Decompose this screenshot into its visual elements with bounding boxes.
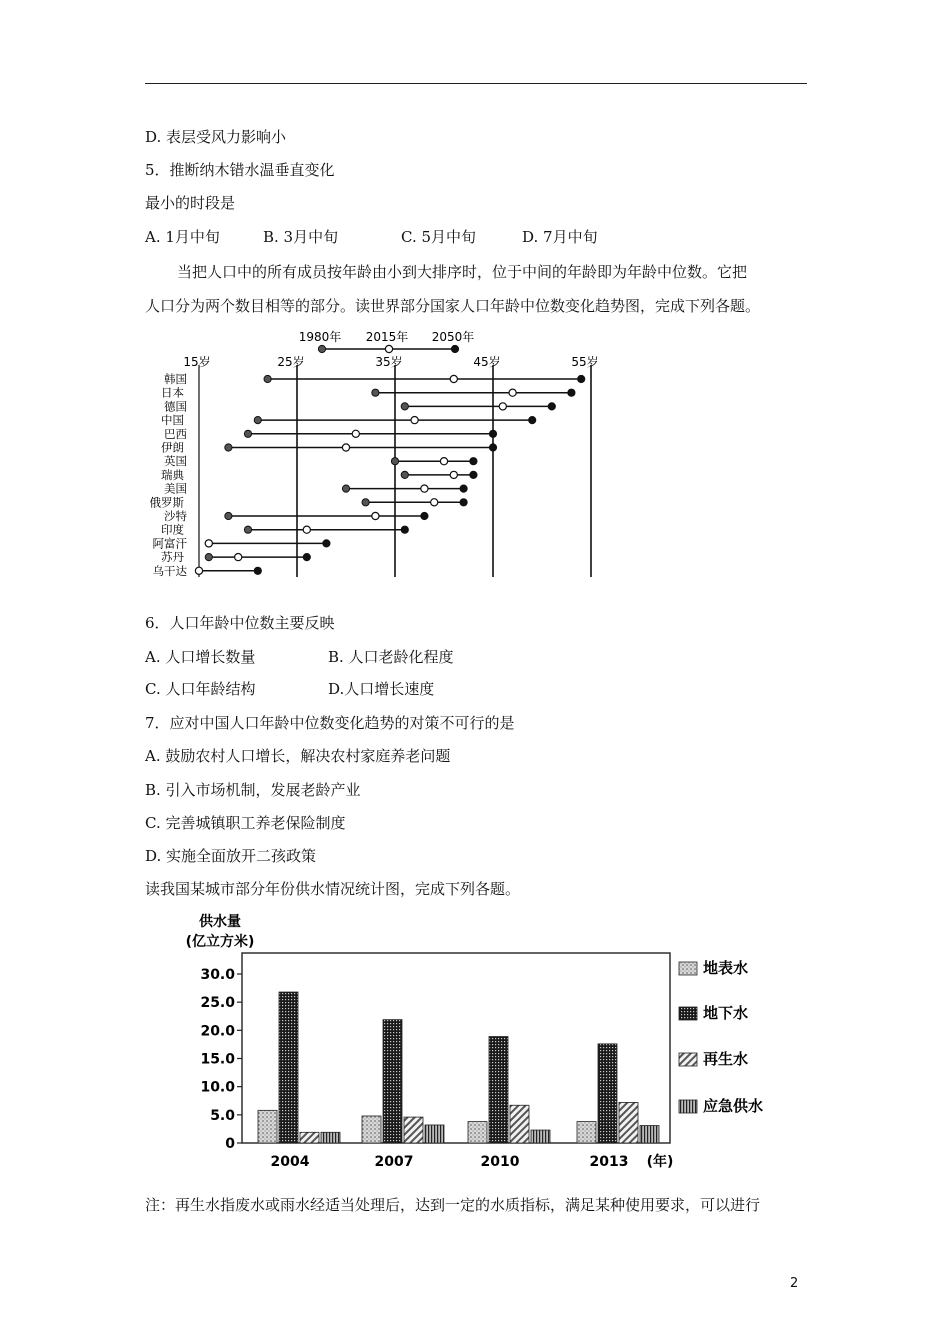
country-label: 沙特 <box>164 509 187 523</box>
dot-2050 <box>529 417 536 424</box>
dot-2015 <box>421 485 428 492</box>
ytick-label: 25.0 <box>200 995 235 1012</box>
legend-label-0: 1980年 <box>298 330 342 344</box>
legend-label: 再生水 <box>703 1050 749 1068</box>
legend-item <box>679 1004 748 1022</box>
country-row <box>164 399 555 413</box>
ytick-label: 15.0 <box>200 1051 235 1068</box>
dot-2050 <box>489 430 496 437</box>
legend-item <box>679 1050 748 1068</box>
dot-2015 <box>235 554 242 561</box>
water-supply-chart <box>170 908 790 1178</box>
dot-2015 <box>431 499 438 506</box>
country-row <box>164 427 497 441</box>
bar-3 <box>425 1125 444 1143</box>
q5-option-d: D. 7月中旬 <box>522 228 598 246</box>
tick-label-55: 55岁 <box>571 355 599 369</box>
category-label: 2010 <box>480 1154 520 1170</box>
bar-group <box>468 1037 550 1143</box>
country-row <box>153 564 262 578</box>
country-row <box>164 454 477 468</box>
country-row <box>161 441 497 455</box>
bar-1 <box>489 1037 508 1143</box>
dot-1980 <box>391 458 398 465</box>
dot-2050 <box>421 512 428 519</box>
bar-group <box>362 1020 444 1143</box>
bar-0 <box>577 1122 596 1143</box>
legend-dot-2050 <box>451 345 458 352</box>
category-label: 2004 <box>270 1154 310 1170</box>
country-label: 印度 <box>161 522 184 537</box>
legend-swatch <box>679 962 697 975</box>
q5-stem: 5．推断纳木错水温垂直变化 <box>145 161 335 179</box>
para-median-2: 人口分为两个数目相等的部分。读世界部分国家人口年龄中位数变化趋势图，完成下列各题。 <box>145 297 761 315</box>
country-label: 德国 <box>164 399 187 414</box>
q5-option-c: C. 5月中旬 <box>401 228 477 246</box>
bar-1 <box>598 1044 617 1143</box>
country-row <box>161 468 477 482</box>
para-median-1: 当把人口中的所有成员按年龄由小到大排序时，位于中间的年龄即为年龄中位数。它把 <box>177 263 748 281</box>
dot-2015 <box>450 375 457 382</box>
tick-label-15: 15岁 <box>183 355 211 369</box>
dot-2050 <box>568 389 575 396</box>
q6-option-c: C. 人口年龄结构 <box>145 680 256 698</box>
q4-option-d: D. 表层受风力影响小 <box>145 128 287 146</box>
legend-label: 地表水 <box>703 959 749 977</box>
dot-1980 <box>362 499 369 506</box>
dot-2050 <box>460 485 467 492</box>
legend-dot-1980 <box>318 345 325 352</box>
dot-2015 <box>440 458 447 465</box>
country-row <box>164 482 467 496</box>
dot-2015 <box>499 403 506 410</box>
q6-option-b: B. 人口老龄化程度 <box>328 648 454 666</box>
dot-2050 <box>401 526 408 533</box>
country-label: 中国 <box>161 413 184 428</box>
dot-1980 <box>244 526 251 533</box>
tick-label-35: 35岁 <box>375 355 403 369</box>
dot-1980 <box>401 403 408 410</box>
dot-1980 <box>372 389 379 396</box>
dot-2050 <box>470 458 477 465</box>
bar-2 <box>619 1102 638 1143</box>
legend-label-2: 2050年 <box>431 330 475 344</box>
country-row <box>164 372 585 386</box>
bar-2 <box>510 1105 529 1143</box>
dot-2050 <box>489 444 496 451</box>
dot-2050 <box>470 471 477 478</box>
dot-2050 <box>548 403 555 410</box>
tick-label-45: 45岁 <box>473 355 501 369</box>
bar-0 <box>362 1116 381 1143</box>
dot-2015 <box>450 471 457 478</box>
country-label: 韩国 <box>164 372 187 386</box>
country-row <box>161 523 408 537</box>
q5-option-b: B. 3月中旬 <box>263 228 339 246</box>
legend-item <box>679 1097 763 1115</box>
legend-item <box>679 959 748 977</box>
ytick-label: 5.0 <box>210 1107 235 1124</box>
dot-2015 <box>205 540 212 547</box>
dot-1980 <box>225 444 232 451</box>
country-label: 瑞典 <box>161 467 184 482</box>
ytick-label: 10.0 <box>200 1079 235 1096</box>
legend-dot-2015 <box>385 345 392 352</box>
dot-2015 <box>352 430 359 437</box>
bar-0 <box>258 1110 277 1143</box>
legend-label: 地下水 <box>703 1004 749 1022</box>
q7-option-c: C. 完善城镇职工养老保险制度 <box>145 814 346 832</box>
dot-1980 <box>401 471 408 478</box>
q7-option-a: A. 鼓励农村人口增长，解决农村家庭养老问题 <box>145 747 451 765</box>
category-label: 2007 <box>374 1154 414 1170</box>
country-label: 乌干达 <box>152 563 187 578</box>
para-water: 读我国某城市部分年份供水情况统计图，完成下列各题。 <box>145 880 521 898</box>
bar-3 <box>640 1126 659 1143</box>
legend-swatch <box>679 1007 697 1020</box>
legend <box>299 329 475 353</box>
dot-2015 <box>372 512 379 519</box>
bar-1 <box>383 1020 402 1143</box>
country-label: 苏丹 <box>161 550 184 565</box>
bar-2 <box>404 1117 423 1143</box>
q6-options-cd <box>145 679 434 699</box>
country-label: 俄罗斯 <box>149 495 184 510</box>
dot-1980 <box>244 430 251 437</box>
dot-2050 <box>460 499 467 506</box>
q6-option-d: D.人口增长速度 <box>328 680 435 698</box>
dot-1980 <box>254 417 261 424</box>
q5-options <box>145 227 598 247</box>
legend-swatch <box>679 1053 697 1066</box>
q7-stem: 7．应对中国人口年龄中位数变化趋势的对策不可行的是 <box>145 714 515 732</box>
legend-swatch <box>679 1100 697 1113</box>
median-age-chart <box>140 326 610 588</box>
dot-1980 <box>205 554 212 561</box>
category-label: 2013 <box>589 1154 629 1170</box>
dot-2050 <box>254 567 261 574</box>
dot-2050 <box>578 375 585 382</box>
bar-group <box>577 1044 659 1143</box>
country-label: 巴西 <box>164 426 187 441</box>
q5-option-a: A. 1月中旬 <box>145 228 220 246</box>
q6-options-ab <box>145 647 454 667</box>
country-row <box>161 550 310 564</box>
bar-3 <box>531 1130 550 1143</box>
q7-option-b: B. 引入市场机制，发展老龄产业 <box>145 781 361 799</box>
q7-option-d: D. 实施全面放开二孩政策 <box>145 847 317 865</box>
legend-label-1: 2015年 <box>365 330 409 344</box>
q6-option-a: A. 人口增长数量 <box>145 648 256 666</box>
dot-2015 <box>411 417 418 424</box>
dot-1980 <box>264 375 271 382</box>
note-recycled-water: 注：再生水指废水或雨水经适当处理后，达到一定的水质指标，满足某种使用要求，可以进行 <box>145 1196 761 1214</box>
country-row <box>161 413 536 427</box>
q6-stem: 6．人口年龄中位数主要反映 <box>145 614 335 632</box>
country-label: 伊朗 <box>161 440 184 455</box>
dot-2015 <box>342 444 349 451</box>
bar-2 <box>300 1132 319 1143</box>
country-label: 阿富汗 <box>152 536 187 551</box>
bar-group <box>258 992 340 1143</box>
dot-1980 <box>342 485 349 492</box>
dot-1980 <box>225 512 232 519</box>
dot-2050 <box>323 540 330 547</box>
ylabel-line2: (亿立方米) <box>185 934 255 950</box>
dot-2050 <box>303 554 310 561</box>
ytick-label: 30.0 <box>200 967 235 983</box>
bar-3 <box>321 1132 340 1143</box>
ytick-label: 20.0 <box>200 1023 235 1040</box>
page-number: 2 <box>790 1276 799 1291</box>
tick-label-25: 25岁 <box>277 355 305 369</box>
dot-2015 <box>195 567 202 574</box>
country-row <box>164 509 428 523</box>
bar-1 <box>279 992 298 1143</box>
country-label: 日本 <box>161 385 184 400</box>
country-row <box>150 495 468 509</box>
header-rule <box>145 83 807 84</box>
x-unit-label: (年) <box>646 1154 674 1170</box>
legend-label: 应急供水 <box>703 1097 764 1115</box>
ytick-label: 0 <box>225 1136 235 1152</box>
dot-2015 <box>303 526 310 533</box>
bar-0 <box>468 1122 487 1143</box>
dot-2015 <box>509 389 516 396</box>
q5-stem-cont: 最小的时段是 <box>145 194 236 212</box>
country-label: 美国 <box>164 481 187 496</box>
ylabel-line1: 供水量 <box>199 914 241 930</box>
country-row <box>161 386 575 400</box>
country-row <box>153 536 331 550</box>
country-label: 英国 <box>164 454 187 469</box>
